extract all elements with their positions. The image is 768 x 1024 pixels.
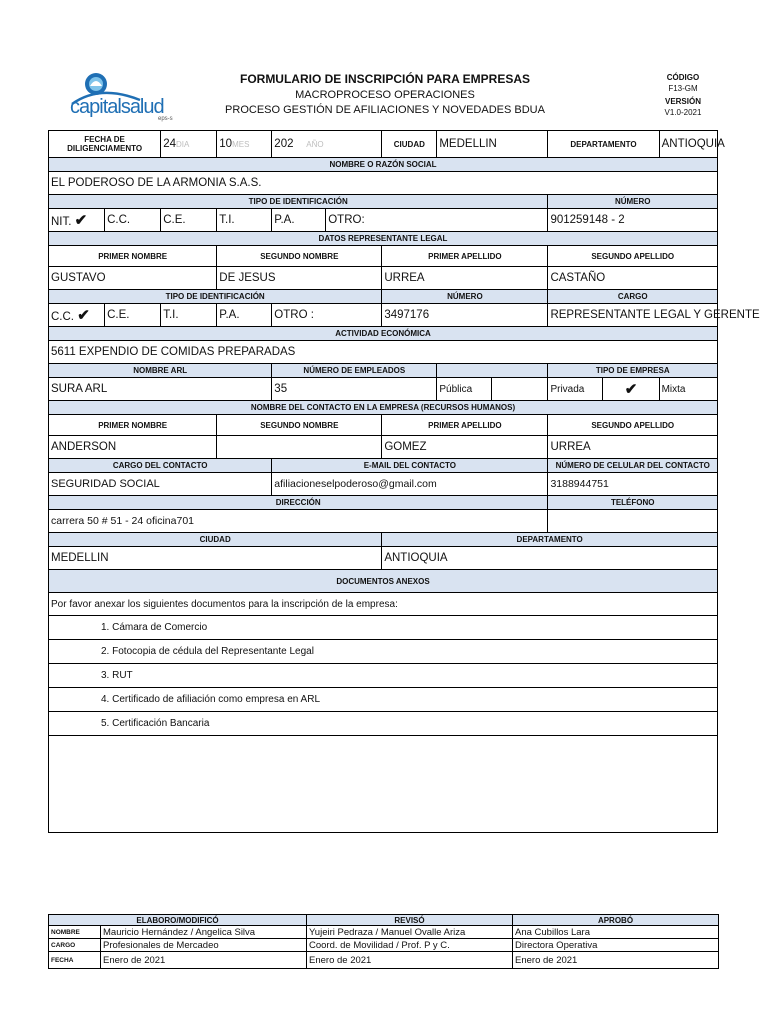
contact-first-surname-label: PRIMER APELLIDO	[382, 415, 548, 436]
contact-cell[interactable]: 3188944751	[548, 473, 718, 496]
contact-first-name-label: PRIMER NOMBRE	[49, 415, 217, 436]
contact-second-name[interactable]	[217, 436, 382, 459]
elaboro-name: Mauricio Hernández / Angelica Silva	[101, 926, 307, 939]
footer-row-label: CARGO	[49, 939, 101, 952]
doc-item: 4. Certificado de afiliación como empresa en ARL	[49, 688, 718, 712]
doc-item: 1. Cámara de Comercio	[49, 616, 718, 640]
date-year[interactable]: 202 AÑO	[272, 131, 382, 158]
check-icon: ✔	[74, 212, 88, 229]
company-name-header: NOMBRE O RAZÓN SOCIAL	[49, 158, 718, 172]
contact-cargo[interactable]: SEGURIDAD SOCIAL	[49, 473, 272, 496]
contact-email-header: E-MAIL DEL CONTACTO	[272, 459, 548, 473]
rep-id-option-pa[interactable]: P.A.	[217, 304, 272, 327]
contact-cargo-header: CARGO DEL CONTACTO	[49, 459, 272, 473]
elaboro-fecha: Enero de 2021	[101, 952, 307, 969]
address-header: DIRECCIÓN	[49, 496, 548, 510]
address-value[interactable]: carrera 50 # 51 - 24 oficina701	[49, 510, 548, 533]
id-option-pa[interactable]: P.A.	[272, 209, 326, 232]
docs-header: DOCUMENTOS ANEXOS	[49, 570, 718, 593]
docs-blank-area	[49, 736, 718, 833]
type-privada[interactable]: Privada	[548, 378, 603, 401]
blank-header	[437, 364, 548, 378]
contact-city[interactable]: MEDELLIN	[49, 547, 382, 570]
contact-city-header: CIUDAD	[49, 533, 382, 547]
rep-id-option-other[interactable]: OTRO :	[272, 304, 382, 327]
form-subtitle-2: PROCESO GESTIÓN DE AFILIACIONES Y NOVEDADES BDUA	[225, 104, 545, 116]
registration-form	[48, 130, 760, 833]
rep-second-name-label: SEGUNDO NOMBRE	[217, 246, 382, 267]
date-day[interactable]: 24DIA	[161, 131, 217, 158]
rep-id-type-header: TIPO DE IDENTIFICACIÓN	[49, 290, 382, 304]
contact-first-surname[interactable]: GOMEZ	[382, 436, 548, 459]
contact-second-surname[interactable]: URREA	[548, 436, 718, 459]
rep-first-name-label: PRIMER NOMBRE	[49, 246, 217, 267]
contact-dept[interactable]: ANTIOQUIA	[382, 547, 718, 570]
dept-label: DEPARTAMENTO	[548, 131, 659, 158]
company-type-header: TIPO DE EMPRESA	[548, 364, 718, 378]
city-label: CIUDAD	[382, 131, 437, 158]
phone-value[interactable]	[548, 510, 718, 533]
version-label: VERSIÓN	[664, 97, 701, 106]
phone-header: TELÉFONO	[548, 496, 718, 510]
id-option-cc[interactable]: C.C.	[105, 209, 161, 232]
rep-first-surname-label: PRIMER APELLIDO	[382, 246, 548, 267]
rep-number[interactable]: 3497176	[382, 304, 548, 327]
docs-intro: Por favor anexar los siguientes documentos para la inscripción de la empresa:	[49, 593, 718, 616]
date-month[interactable]: 10MES	[217, 131, 272, 158]
company-name-value[interactable]: EL PODEROSO DE LA ARMONIA S.A.S.	[49, 172, 718, 195]
code-value: F13-GM	[668, 84, 698, 93]
activity-header: ACTIVIDAD ECONÓMICA	[49, 327, 718, 341]
type-publica-box[interactable]	[492, 378, 548, 401]
aprobo-cargo: Directora Operativa	[513, 939, 719, 952]
rep-id-option-ti[interactable]: T.I.	[161, 304, 217, 327]
rep-number-header: NÚMERO	[382, 290, 548, 304]
type-privada-box[interactable]	[603, 378, 659, 401]
arl-header: NOMBRE ARL	[49, 364, 272, 378]
id-option-nit[interactable]: NIT. ✔	[49, 209, 105, 232]
rep-id-option-ce[interactable]: C.E.	[105, 304, 161, 327]
id-option-ce[interactable]: C.E.	[161, 209, 217, 232]
aprobo-header: APROBÓ	[513, 915, 719, 926]
activity-value[interactable]: 5611 EXPENDIO DE COMIDAS PREPARADAS	[49, 341, 718, 364]
check-icon: ✔	[77, 307, 90, 324]
rep-id-option-cc[interactable]: C.C. ✔	[49, 304, 105, 327]
check-icon: ✔	[624, 381, 638, 398]
company-number-header: NÚMERO	[548, 195, 718, 209]
rep-second-name[interactable]: DE JESUS	[217, 267, 382, 290]
version-value: V1.0-2021	[664, 108, 702, 117]
elaboro-cargo: Profesionales de Mercadeo	[101, 939, 307, 952]
doc-item: 3. RUT	[49, 664, 718, 688]
contact-email[interactable]: afiliacioneselpoderoso@gmail.com	[272, 473, 548, 496]
reviso-fecha: Enero de 2021	[307, 952, 513, 969]
company-number-value[interactable]: 901259148 - 2	[548, 209, 718, 232]
company-id-type-header: TIPO DE IDENTIFICACIÓN	[49, 195, 548, 209]
date-label: FECHA DE DILIGENCIAMENTO	[49, 131, 161, 158]
aprobo-fecha: Enero de 2021	[513, 952, 719, 969]
approval-footer	[48, 914, 719, 969]
footer-row-label: FECHA	[49, 952, 101, 969]
type-mixta[interactable]: Mixta	[659, 378, 717, 401]
contact-dept-header: DEPARTAMENTO	[382, 533, 718, 547]
doc-item: 5. Certificación Bancaria	[49, 712, 718, 736]
reviso-header: REVISÓ	[307, 915, 513, 926]
rep-first-surname[interactable]: URREA	[382, 267, 548, 290]
employees-value[interactable]: 35	[272, 378, 437, 401]
form-subtitle-1: MACROPROCESO OPERACIONES	[295, 89, 475, 101]
code-label: CÓDIGO	[666, 73, 700, 82]
rep-cargo[interactable]: REPRESENTANTE LEGAL Y GERENTE	[548, 304, 718, 327]
logo-wordmark: capitalsalud	[70, 96, 164, 118]
legal-rep-header: DATOS REPRESENTANTE LEGAL	[49, 232, 718, 246]
logo-subtext: eps-s	[158, 116, 173, 122]
reviso-cargo: Coord. de Movilidad / Prof. P y C.	[307, 939, 513, 952]
contact-second-name-label: SEGUNDO NOMBRE	[217, 415, 382, 436]
id-option-ti[interactable]: T.I.	[217, 209, 272, 232]
type-publica[interactable]: Pública	[437, 378, 492, 401]
employees-header: NÚMERO DE EMPLEADOS	[272, 364, 437, 378]
dept-value[interactable]: ANTIOQUIA	[659, 131, 717, 158]
aprobo-name: Ana Cubillos Lara	[513, 926, 719, 939]
form-title: FORMULARIO DE INSCRIPCIÓN PARA EMPRESAS	[239, 72, 530, 86]
arl-value[interactable]: SURA ARL	[49, 378, 272, 401]
elaboro-header: ELABORO/MODIFICÓ	[49, 915, 307, 926]
rep-second-surname-label: SEGUNDO APELLIDO	[548, 246, 718, 267]
reviso-name: Yujeiri Pedraza / Manuel Ovalle Ariza	[307, 926, 513, 939]
rep-cargo-header: CARGO	[548, 290, 718, 304]
rep-first-name[interactable]: GUSTAVO	[49, 267, 217, 290]
contact-first-name[interactable]: ANDERSON	[49, 436, 217, 459]
id-option-other[interactable]: OTRO:	[326, 209, 548, 232]
footer-row-label: NOMBRE	[49, 926, 101, 939]
city-value[interactable]: MEDELLIN	[437, 131, 548, 158]
contact-header: NOMBRE DEL CONTACTO EN LA EMPRESA (RECURSOS HUMANOS)	[49, 401, 718, 415]
doc-item: 2. Fotocopia de cédula del Representante Legal	[49, 640, 718, 664]
contact-second-surname-label: SEGUNDO APELLIDO	[548, 415, 718, 436]
contact-cell-header: NÚMERO DE CELULAR DEL CONTACTO	[548, 459, 718, 473]
rep-second-surname[interactable]: CASTAÑO	[548, 267, 718, 290]
